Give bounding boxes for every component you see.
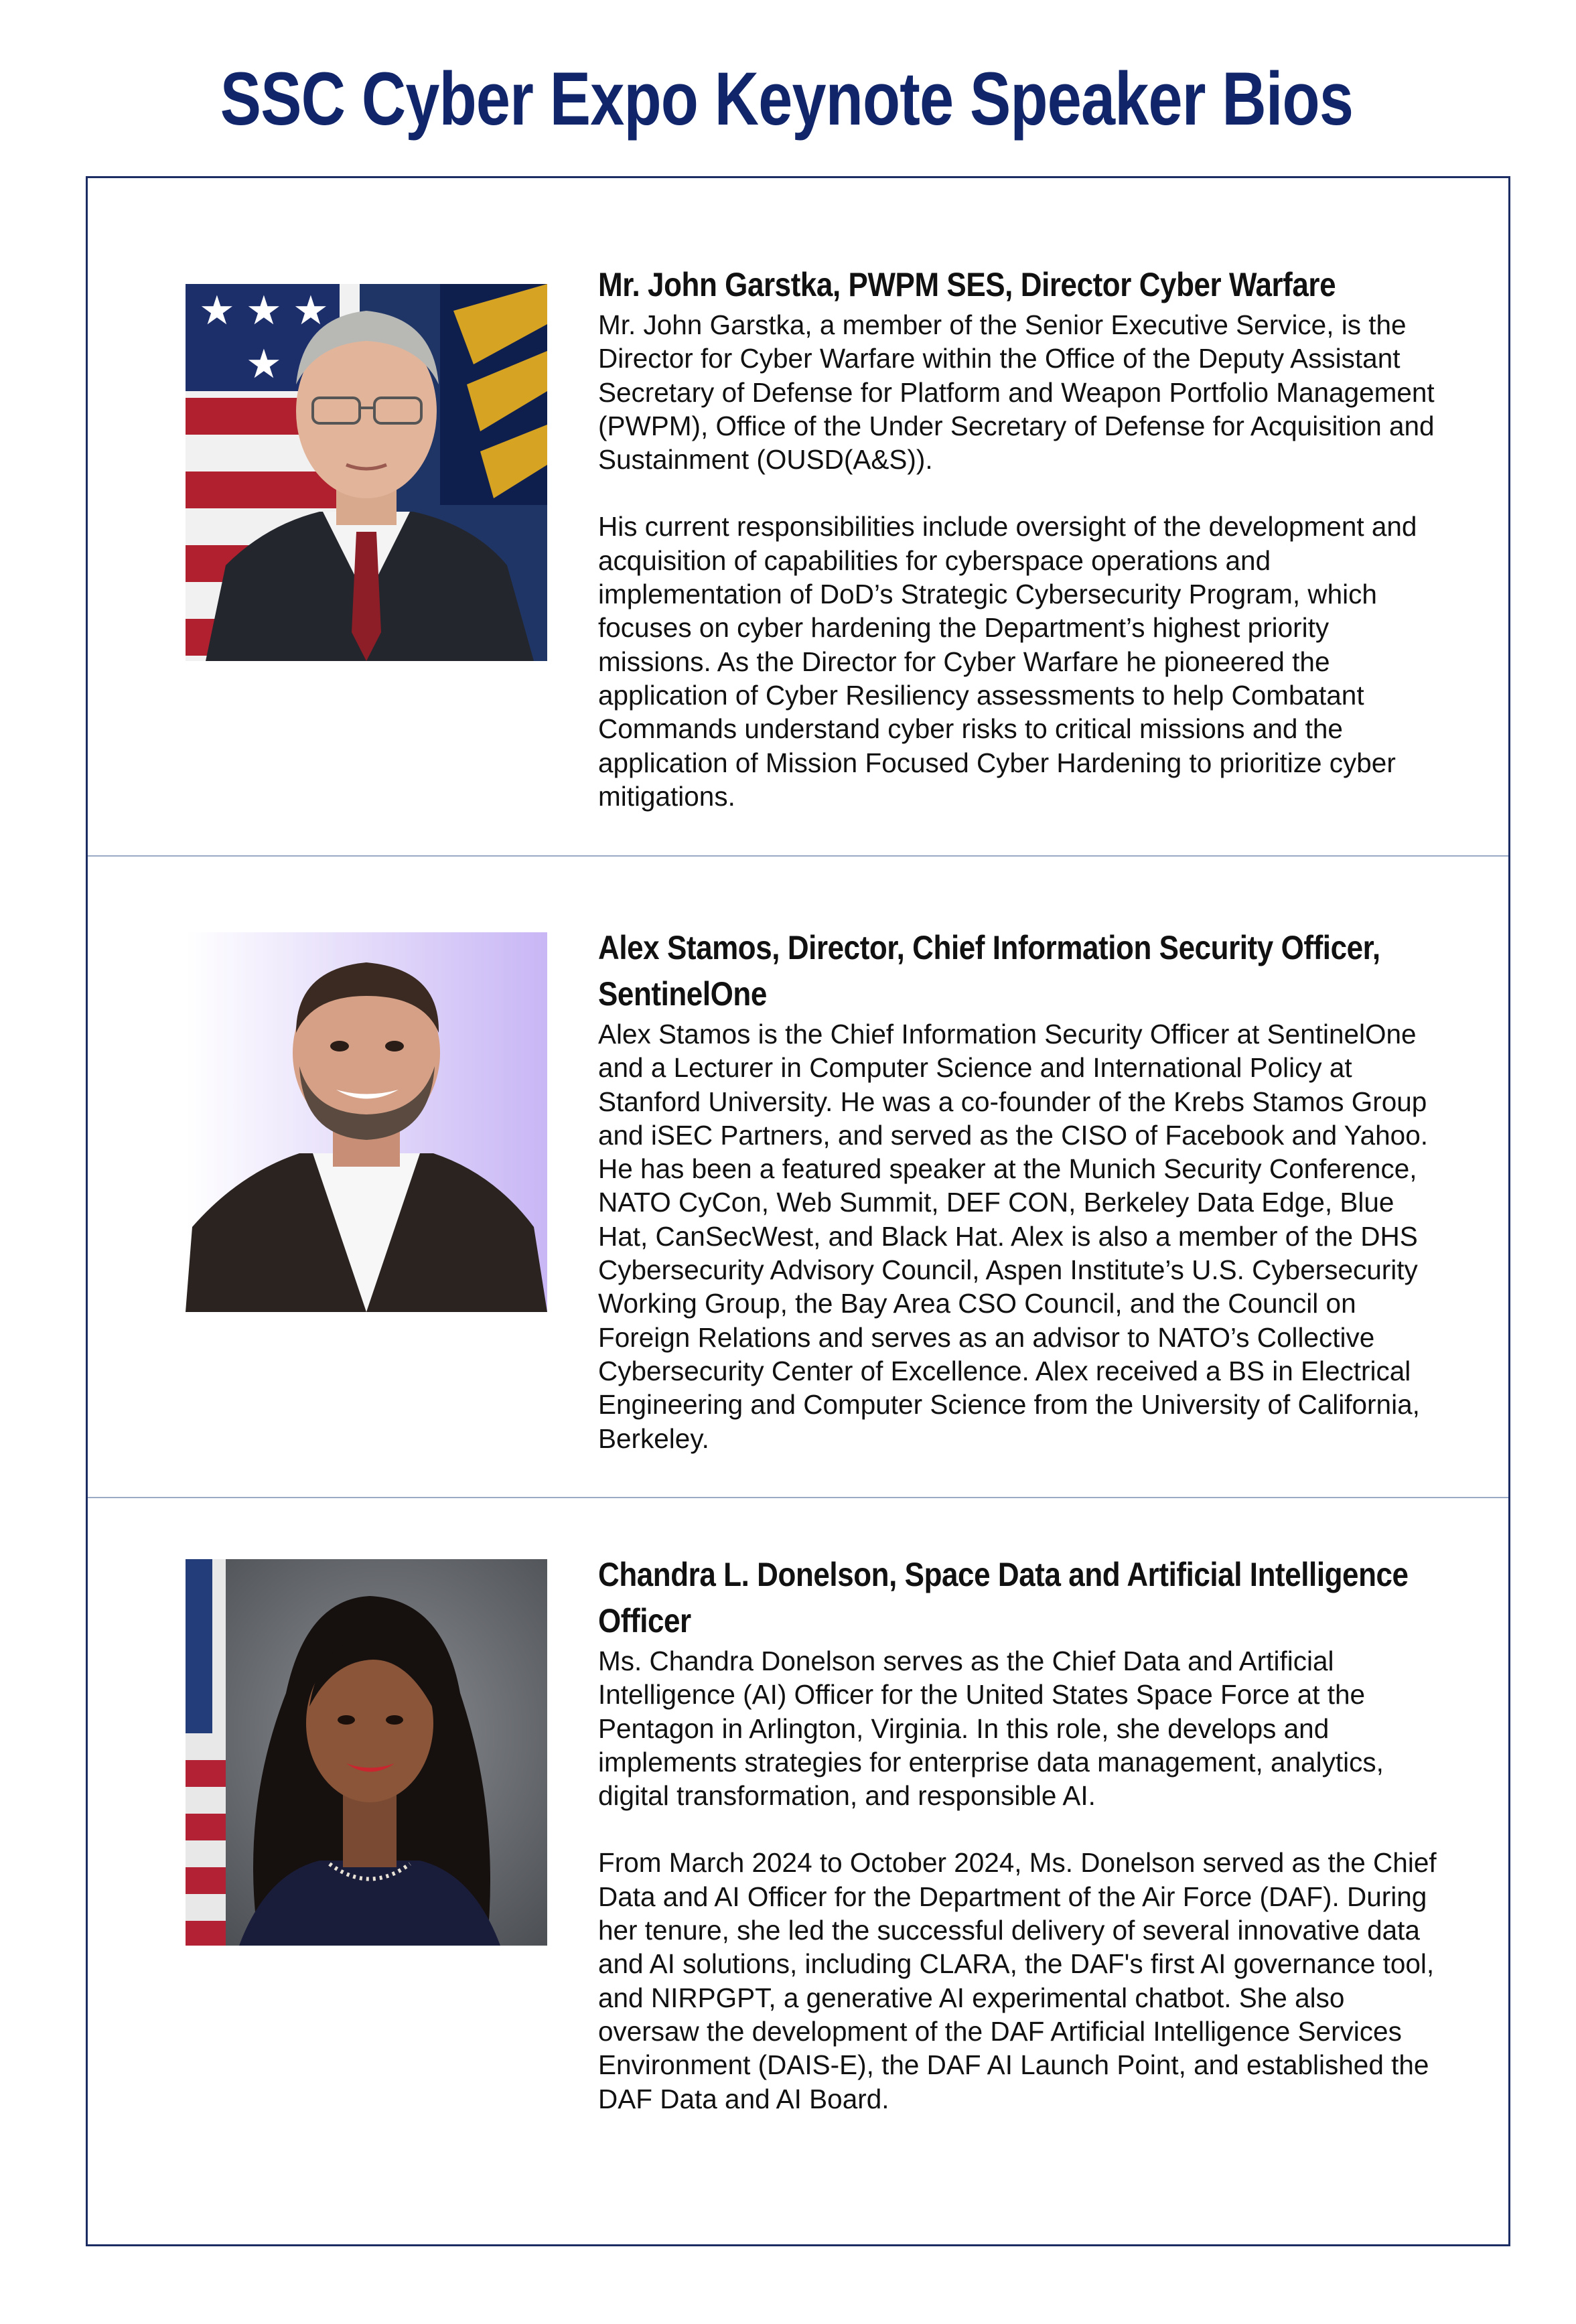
speaker-name: Alex Stamos, Director, Chief Information Security Officer, SentinelOne bbox=[598, 929, 1380, 1013]
speaker-bio-garstka bbox=[598, 262, 1442, 813]
speaker-name: Mr. John Garstka, PWPM SES, Director Cyber Warfare bbox=[598, 266, 1336, 303]
bio-paragraph: Ms. Chandra Donelson serves as the Chief Data and Artificial Intelligence (AI) Officer for the United States Space Force at the Pentagon in Arlington, Virginia. In this role, she develops and implements strategies for enterprise data management, analytics, digital transformation, and responsible AI. bbox=[598, 1646, 1384, 1812]
speaker-photo-donelson bbox=[186, 1559, 547, 1946]
speaker-photo-stamos bbox=[186, 932, 547, 1312]
speaker-bio-stamos bbox=[598, 925, 1442, 1455]
speaker-photo-garstka bbox=[186, 284, 547, 661]
svg-text:★: ★ bbox=[293, 287, 329, 334]
section-divider bbox=[88, 855, 1508, 857]
svg-text:★: ★ bbox=[199, 287, 235, 334]
section-divider bbox=[88, 1497, 1508, 1498]
bio-paragraph: His current responsibilities include oversight of the development and acquisition of capabilities for cyberspace operations and implementation of DoD’s Strategic Cybersecurity Program, which focuses on cyber hardening the Department’s highest priority missions. As the Director for Cyber Warfare he pioneered the application of Cyber Resiliency assessments to help Combatant Commands understand cyber risks to critical missions and the application of Mission Focused Cyber Hardening to prioritize cyber mitigations. bbox=[598, 511, 1417, 812]
svg-text:★: ★ bbox=[246, 287, 282, 334]
speaker-bio-donelson bbox=[598, 1552, 1442, 2116]
bio-paragraph: From March 2024 to October 2024, Ms. Donelson served as the Chief Data and AI Officer for the Department of the Air Force (DAF). During her tenure, she led the successful delivery of several innovative data and AI solutions, including CLARA, the DAF's first AI governance tool, and NIRPGPT, a generative AI experimental chatbot. She also oversaw the development of the DAF Artificial Intelligence Services Environment (DAIS-E), the DAF AI Launch Point, and established the DAF Data and AI Board. bbox=[598, 1847, 1437, 2114]
svg-text:★: ★ bbox=[246, 341, 282, 388]
bio-paragraph: Mr. John Garstka, a member of the Senior Executive Service, is the Director for Cyber Warfare within the Office of the Deputy Assistant Secretary of Defense for Platform and Weapon Portfolio Management (PWPM), Office of the Under Secretary of Defense for Acquisition and Sustainment (OUSD(A&S)). bbox=[598, 309, 1435, 476]
speaker-name: Chandra L. Donelson, Space Data and Artificial Intelligence Officer bbox=[598, 1556, 1409, 1640]
page-title: SSC Cyber Expo Keynote Speaker Bios bbox=[220, 57, 1354, 141]
bio-paragraph: Alex Stamos is the Chief Information Security Officer at SentinelOne and a Lecturer in Computer Science and International Policy at Stanford University. He was a co-founder of the Krebs Stamos Group and iSEC Partners, and served as the CISO of Facebook and Yahoo. He has been a featured speaker at the Munich Security Conference, NATO CyCon, Web Summit, DEF CON, Berkeley Data Edge, Blue Hat, CanSecWest, and Black Hat. Alex is also a member of the DHS Cybersecurity Advisory Council, Aspen Institute’s U.S. Cybersecurity Working Group, the Bay Area CSO Council, and the Council on Foreign Relations and serves as an advisor to NATO’s Collective Cybersecurity Center of Excellence. Alex received a BS in Electrical Engineering and Computer Science from the University of California, Berkeley. bbox=[598, 1019, 1428, 1454]
